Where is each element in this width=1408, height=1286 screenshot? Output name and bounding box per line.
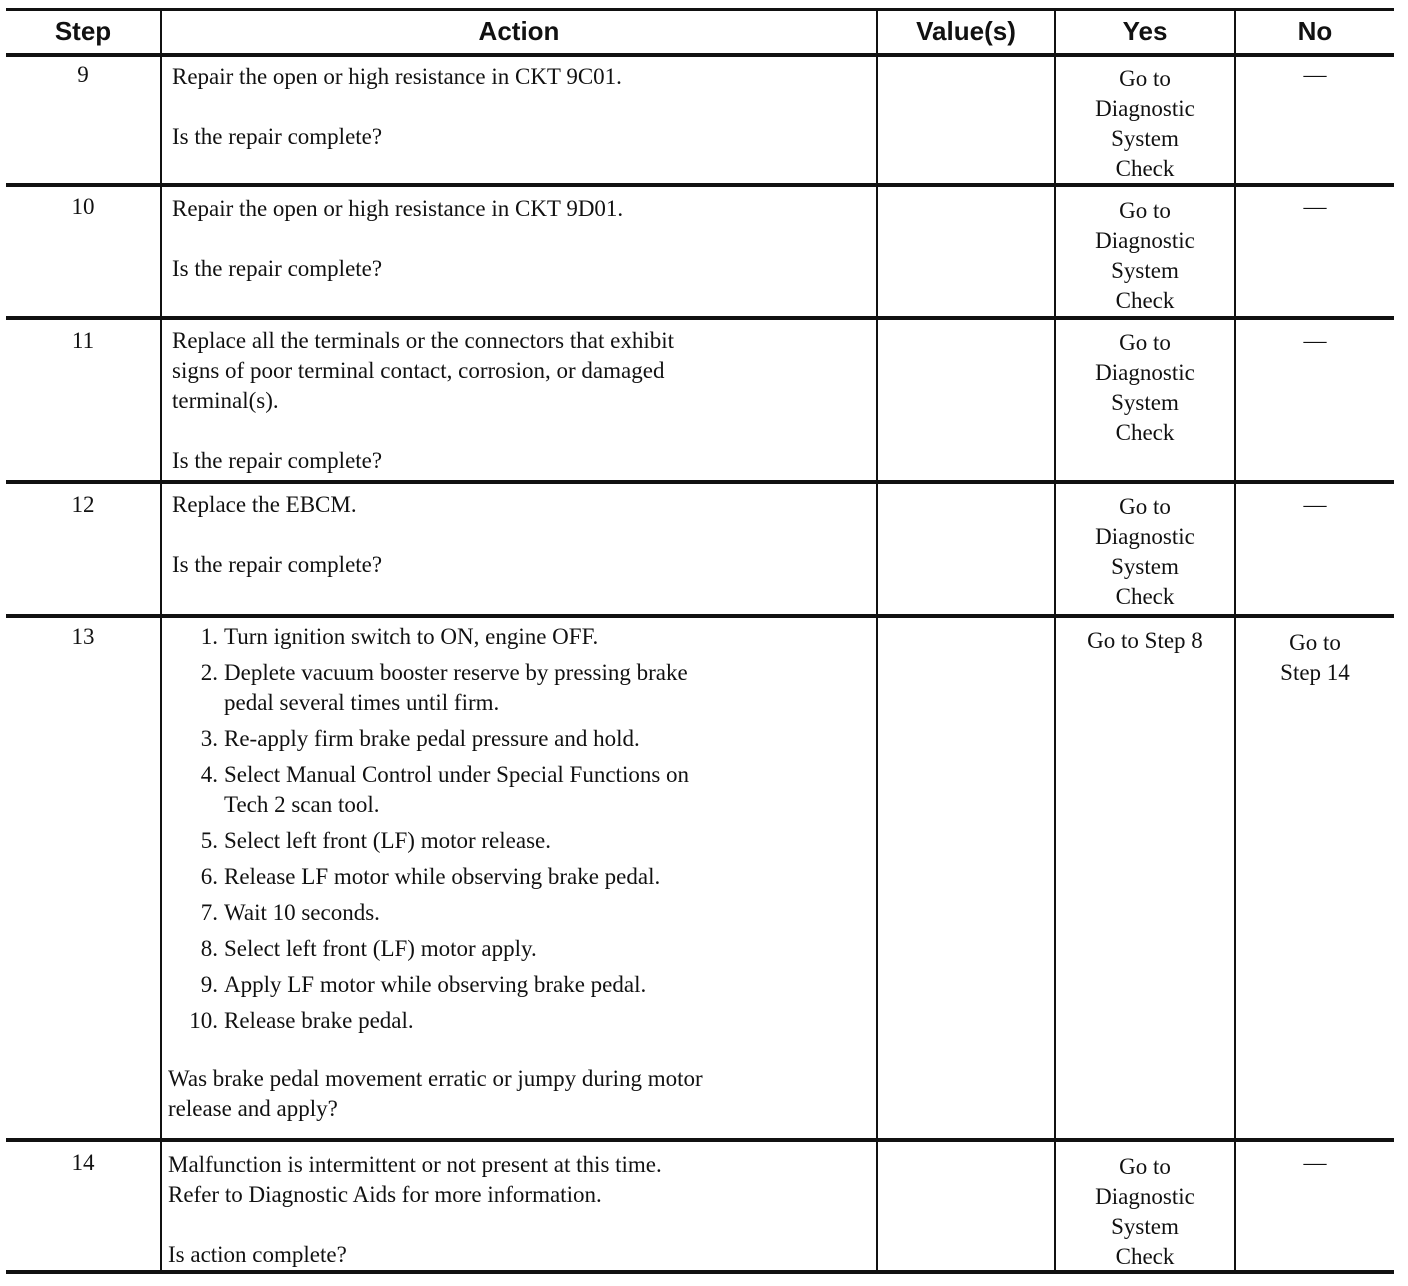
header-values: Value(s): [916, 15, 1016, 46]
list-item: 1. Turn ignition switch to ON, engine OFF.: [200, 624, 599, 649]
action-cell: [168, 622, 872, 1124]
yes-text: Go to: [1119, 494, 1171, 519]
action-text: Malfunction is intermittent or not present at this time.: [168, 1152, 662, 1177]
yes-text: Go to: [1119, 198, 1171, 223]
step-number: 14: [71, 1150, 95, 1175]
action-question: release and apply?: [168, 1096, 338, 1121]
yes-text: Diagnostic: [1095, 1184, 1195, 1209]
yes-text: Check: [1115, 156, 1175, 181]
action-question: Is the repair complete?: [172, 448, 383, 473]
header-action: Action: [478, 15, 560, 46]
yes-text: System: [1111, 390, 1179, 415]
no-text: —: [1303, 1150, 1327, 1175]
yes-text: System: [1111, 126, 1179, 151]
action-cell: [172, 62, 872, 152]
no-cell: [1236, 1148, 1394, 1178]
header-step: Step: [54, 15, 112, 46]
no-cell: [1236, 628, 1394, 688]
action-cell: [172, 194, 872, 284]
substep-list: [168, 622, 872, 1036]
action-text: terminal(s).: [172, 388, 279, 413]
list-item: 9. Apply LF motor while observing brake pedal.: [200, 972, 647, 997]
action-cell: [172, 326, 872, 476]
action-question: Was brake pedal movement erratic or jumpy during motor: [168, 1066, 703, 1091]
yes-text: Check: [1115, 584, 1175, 609]
row-rule: [6, 614, 1394, 618]
yes-text: Go to Step 8: [1087, 628, 1203, 653]
action-question: Is the repair complete?: [172, 256, 383, 281]
yes-text: Check: [1115, 420, 1175, 445]
no-cell: [1236, 192, 1394, 222]
row-rule: [6, 316, 1394, 320]
action-text: Replace the EBCM.: [172, 492, 357, 517]
yes-text: Check: [1115, 1244, 1175, 1269]
list-item: 10. Release brake pedal.: [189, 1008, 414, 1033]
action-cell: [168, 1150, 872, 1270]
action-text: signs of poor terminal contact, corrosion, or damaged: [172, 358, 665, 383]
no-cell: [1236, 490, 1394, 520]
action-question: Is the repair complete?: [172, 124, 383, 149]
no-text: —: [1303, 328, 1327, 353]
no-cell: [1236, 326, 1394, 356]
action-text: Repair the open or high resistance in CKT 9C01.: [172, 64, 622, 89]
list-item: 2. Deplete vacuum booster reserve by pressing brake pedal several times until firm.: [200, 660, 688, 715]
list-item: 7. Wait 10 seconds.: [200, 900, 380, 925]
yes-text: Go to: [1119, 1154, 1171, 1179]
no-cell: [1236, 60, 1394, 90]
yes-cell: [1056, 492, 1234, 612]
action-cell: [172, 490, 872, 580]
yes-cell: [1056, 626, 1234, 656]
row-rule: [6, 480, 1394, 484]
action-question: Is the repair complete?: [172, 552, 383, 577]
header-yes: Yes: [1122, 15, 1168, 46]
yes-cell: [1056, 196, 1234, 316]
list-item: 6. Release LF motor while observing brake pedal.: [200, 864, 661, 889]
yes-text: Diagnostic: [1095, 360, 1195, 385]
action-text: Refer to Diagnostic Aids for more information.: [168, 1182, 602, 1207]
yes-text: Go to: [1119, 330, 1171, 355]
no-text: Go to: [1289, 630, 1341, 655]
list-item: 8. Select left front (LF) motor apply.: [200, 936, 537, 961]
yes-text: Diagnostic: [1095, 228, 1195, 253]
row-rule: [6, 1138, 1394, 1142]
list-item: 3. Re-apply firm brake pedal pressure and hold.: [200, 726, 640, 751]
yes-text: Diagnostic: [1095, 96, 1195, 121]
yes-cell: [1056, 1152, 1234, 1272]
column-rule: [876, 8, 878, 1274]
yes-cell: [1056, 64, 1234, 184]
yes-text: System: [1111, 1214, 1179, 1239]
step-number: 11: [71, 328, 95, 353]
step-number: 10: [71, 194, 95, 219]
step-number: 13: [71, 624, 95, 649]
yes-text: System: [1111, 554, 1179, 579]
step-number: 9: [77, 62, 89, 87]
action-text: Repair the open or high resistance in CKT 9D01.: [172, 196, 624, 221]
no-text: —: [1303, 492, 1327, 517]
yes-cell: [1056, 328, 1234, 448]
yes-text: Check: [1115, 288, 1175, 313]
action-text: Replace all the terminals or the connectors that exhibit: [172, 328, 674, 353]
no-text: —: [1303, 62, 1327, 87]
list-item: 5. Select left front (LF) motor release.: [200, 828, 551, 853]
no-text: —: [1303, 194, 1327, 219]
list-item: 4. Select Manual Control under Special Functions on Tech 2 scan tool.: [200, 762, 690, 817]
header-no: No: [1297, 15, 1333, 46]
yes-text: Diagnostic: [1095, 524, 1195, 549]
step-number: 12: [71, 492, 95, 517]
column-rule: [160, 8, 162, 1274]
no-text: Step 14: [1280, 660, 1350, 685]
yes-text: Go to: [1119, 66, 1171, 91]
action-question: Is action complete?: [168, 1242, 347, 1267]
yes-text: System: [1111, 258, 1179, 283]
